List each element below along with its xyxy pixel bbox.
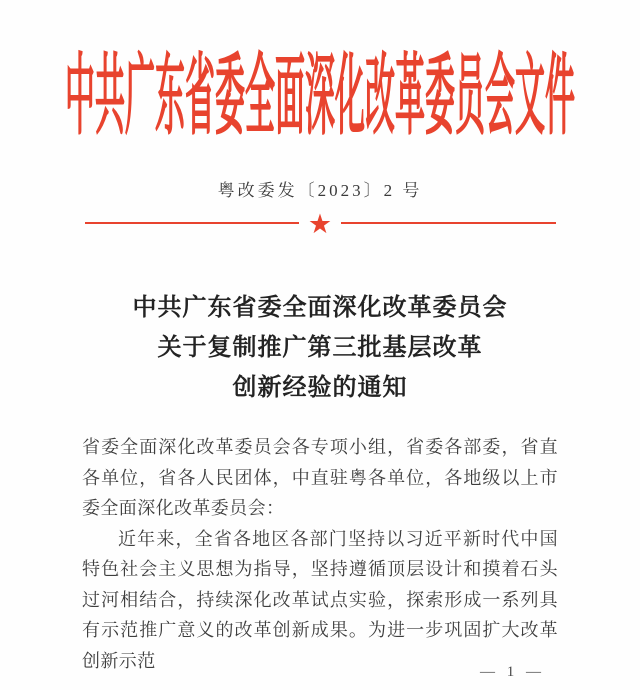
red-divider <box>85 208 556 239</box>
document-title <box>0 288 640 408</box>
letterhead-title: 中共广东省委全面深化改革委员会文件 <box>65 49 575 147</box>
divider-line-right <box>341 222 555 224</box>
document-number: 粤改委发〔2023〕2 号 <box>217 181 423 200</box>
document-body <box>82 432 558 676</box>
star-icon: ★ <box>307 208 333 239</box>
document-title-line-1: 中共广东省委全面深化改革委员会 <box>132 295 508 321</box>
page-number: — 1 — <box>480 664 545 680</box>
letterhead-title-wrap <box>0 49 640 150</box>
divider-line-left <box>85 222 299 224</box>
document-title-line-3: 创新经验的通知 <box>232 375 408 401</box>
letterhead <box>0 49 640 239</box>
document-title-line-2: 关于复制推广第三批基层改革 <box>157 335 483 361</box>
salutation: 省委全面深化改革委员会各专项小组，省委各部委，省直各单位，省各人民团体，中直驻粤各单位，各地级以上市委全面深化改革委员会： <box>82 437 558 518</box>
body-paragraph: 近年来，全省各地区各部门坚持以习近平新时代中国特色社会主义思想为指导，坚持遵循顶层设计和摸着石头过河相结合，持续深化改革试点实验，探索形成一系列具有示范推广意义的改革创新成果。为进一步巩固扩大改革创新示范 <box>82 528 558 671</box>
